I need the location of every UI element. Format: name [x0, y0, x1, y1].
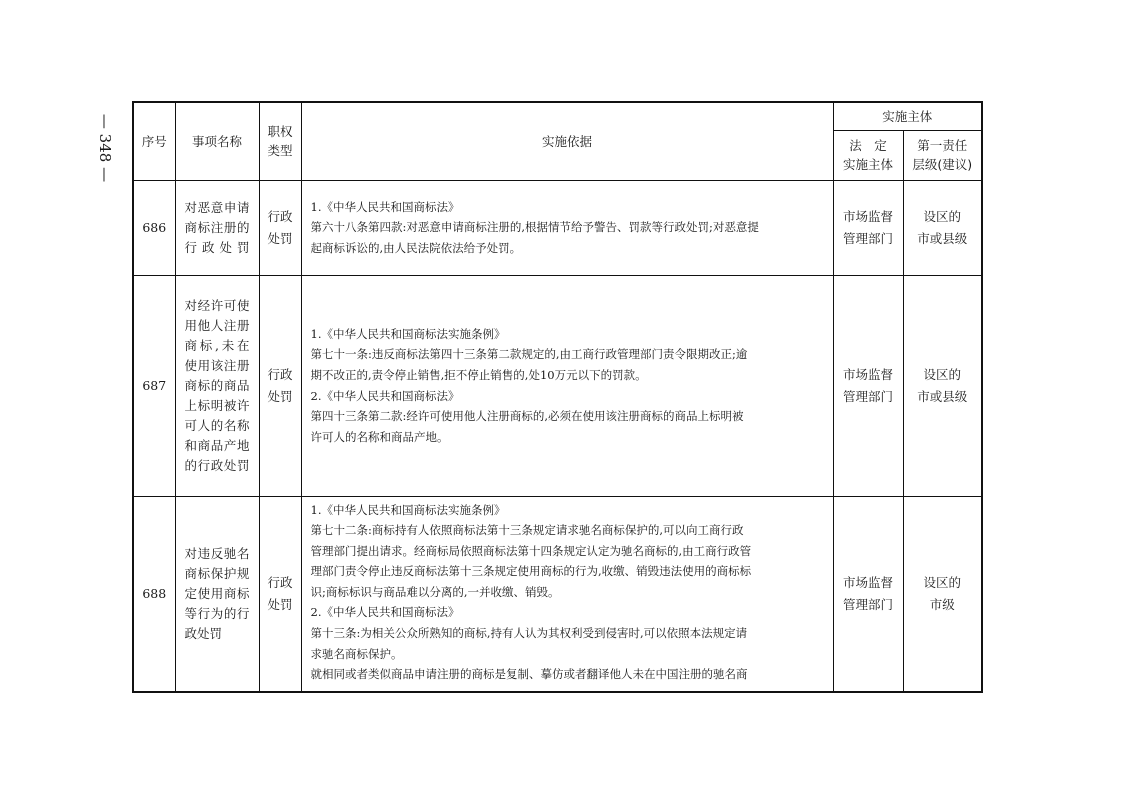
header-first-level-line: 层级(建议)	[912, 157, 973, 172]
row-legal-subject-line: 管理部门	[842, 388, 893, 404]
header-legal-subject-line: 法 定	[849, 138, 887, 153]
row-basis-line: 第七十二条:商标持有人依照商标法第十三条规定请求驰名商标保护的,可以向工商行政	[310, 523, 744, 538]
row-seq: 688	[133, 496, 175, 692]
header-legal-subject-line: 实施主体	[842, 157, 893, 172]
row-name-line: 商标的商品	[184, 377, 250, 393]
row-basis-line: 起商标诉讼的,由人民法院依法给予处罚。	[310, 240, 522, 255]
row-first-level-line: 市级	[929, 596, 955, 612]
row-name-line: 政处罚	[184, 625, 223, 641]
row-seq: 687	[133, 275, 175, 496]
header-legal-subject	[833, 130, 903, 180]
row-legal-subject	[833, 180, 903, 275]
row-basis-line: 管理部门提出请求。经商标局依照商标法第十四条规定认定为驰名商标的,由工商行政管	[310, 543, 752, 558]
table-row	[133, 180, 982, 275]
header-power-type-line: 职权	[267, 124, 293, 140]
row-power-type-line: 处罚	[267, 596, 293, 612]
row-power-type	[259, 496, 301, 692]
row-basis-line: 第四十三条第二款:经许可使用他人注册商标的,必须在使用该注册商标的商品上标明被	[310, 409, 744, 424]
row-basis-line: 2.《中华人民共和国商标法》	[310, 605, 460, 620]
row-legal-subject	[833, 496, 903, 692]
header-first-level	[903, 130, 982, 180]
row-name-line: 对违反驰名	[184, 545, 250, 561]
row-basis-line: 第七十一条:违反商标法第四十三条第二款规定的,由工商行政管理部门责令限期改正;逾	[310, 347, 748, 362]
header-power-type-line: 类型	[267, 143, 293, 159]
row-basis	[301, 180, 833, 275]
row-basis-line: 期不改正的,责令停止销售,拒不停止销售的,处10万元以下的罚款。	[310, 367, 647, 382]
row-power-type	[259, 275, 301, 496]
row-basis-line: 2.《中华人民共和国商标法》	[310, 388, 460, 403]
row-name-line: 行政处罚	[184, 239, 250, 255]
row-basis-line: 求驰名商标保护。	[310, 646, 403, 661]
row-basis-line: 理部门责令停止违反商标法第十三条规定使用商标的行为,收缴、销毁违法使用的商标标	[310, 564, 752, 579]
table-row	[133, 275, 982, 496]
row-basis-line: 识;商标标识与商品难以分离的,一并收缴、销毁。	[310, 584, 560, 599]
row-name-line: 和商品产地	[184, 437, 250, 453]
row-legal-subject-line: 管理部门	[842, 596, 893, 612]
header-seq: 序号	[133, 102, 175, 180]
matters-table	[132, 101, 983, 693]
header-row-1	[133, 102, 982, 130]
row-power-type-line: 行政	[267, 208, 293, 224]
row-name-line: 对经许可使	[184, 297, 250, 313]
row-first-level-line: 设区的	[923, 574, 962, 590]
row-first-level	[903, 275, 982, 496]
header-power-type	[259, 102, 301, 180]
header-basis: 实施依据	[301, 102, 833, 180]
row-legal-subject-line: 管理部门	[842, 230, 893, 246]
row-basis-line: 许可人的名称和商品产地。	[310, 429, 449, 444]
header-first-level-line: 第一责任	[917, 138, 968, 153]
row-name-line: 等行为的行	[184, 605, 250, 621]
row-first-level	[903, 180, 982, 275]
row-basis-line: 第六十八条第四款:对恶意申请商标注册的,根据情节给予警告、罚款等行政处罚;对恶意提	[310, 220, 759, 235]
row-basis	[301, 275, 833, 496]
row-basis-line: 1.《中华人民共和国商标法实施条例》	[310, 326, 506, 341]
row-first-level-line: 设区的	[923, 366, 962, 382]
page-number-text: — 348 —	[96, 113, 115, 183]
row-legal-subject	[833, 275, 903, 496]
row-name-line: 可人的名称	[184, 417, 250, 433]
row-basis-line: 1.《中华人民共和国商标法实施条例》	[310, 502, 506, 517]
row-first-level-line: 市或县级	[917, 388, 968, 404]
row-name-line: 对恶意申请	[184, 199, 250, 215]
row-power-type-line: 行政	[267, 574, 293, 590]
row-power-type-line: 处罚	[267, 230, 293, 246]
header-subject: 实施主体	[833, 102, 982, 130]
row-name-line: 用他人注册	[184, 317, 250, 333]
row-name-line: 使用该注册	[184, 357, 250, 373]
page-number	[90, 113, 120, 183]
row-name-line: 商标注册的	[184, 219, 250, 235]
row-first-level-line: 设区的	[923, 208, 962, 224]
row-first-level	[903, 496, 982, 692]
row-name-line: 定使用商标	[184, 585, 250, 601]
row-power-type-line: 行政	[267, 366, 293, 382]
row-basis-line: 第十三条:为相关公众所熟知的商标,持有人认为其权利受到侵害时,可以依照本法规定请	[310, 626, 748, 641]
row-name-line: 的行政处罚	[184, 457, 250, 473]
row-legal-subject-line: 市场监督	[842, 574, 893, 590]
row-basis	[301, 496, 833, 692]
row-name	[175, 496, 259, 692]
row-name	[175, 275, 259, 496]
row-first-level-line: 市或县级	[917, 230, 968, 246]
row-name-line: 商标保护规	[184, 565, 250, 581]
row-basis-line: 1.《中华人民共和国商标法》	[310, 199, 460, 214]
row-legal-subject-line: 市场监督	[842, 208, 893, 224]
row-legal-subject-line: 市场监督	[842, 366, 893, 382]
row-power-type	[259, 180, 301, 275]
row-name	[175, 180, 259, 275]
row-basis-line: 就相同或者类似商品申请注册的商标是复制、摹仿或者翻译他人未在中国注册的驰名商	[310, 667, 748, 682]
row-power-type-line: 处罚	[267, 388, 293, 404]
header-name: 事项名称	[175, 102, 259, 180]
row-name-line: 商标,未在	[184, 337, 250, 353]
row-seq: 686	[133, 180, 175, 275]
row-name-line: 上标明被许	[184, 397, 250, 413]
table-row	[133, 496, 982, 692]
